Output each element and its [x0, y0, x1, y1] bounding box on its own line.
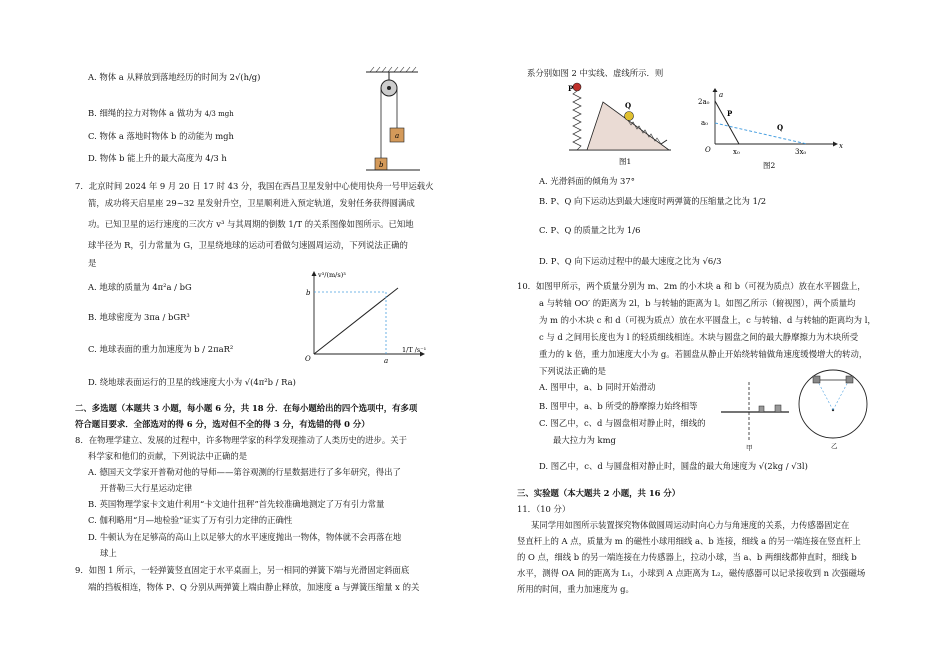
fig2-caption: 图2 [763, 161, 776, 170]
q10-line-3: 为 m 的小木块 c 和 d（可视为质点）放在水平圆盘上，c 与转轴、d 与转轴的距离均为 l， [539, 315, 876, 325]
fig2-2a0: 2a₀ [698, 98, 710, 106]
q7-origin-label: O [305, 355, 311, 363]
formula: 4/3 h [205, 153, 227, 163]
q7-option-a: A. 地球的质量为 4π²a / bG [88, 282, 192, 292]
q8-line-1: 8．在物理学建立、发展的过程中，许多物理学家的科学发现推动了人类历史的进步。关于 [75, 435, 407, 445]
q8-option-b: B. 英国物理学家卡文迪什利用“卡文迪什扭秤”首先较准确地测定了万有引力常量 [88, 499, 385, 509]
formula: √6/3 [702, 256, 722, 266]
formula: 1/2 [752, 196, 767, 206]
q11-line-2: 竖直杆上的 A 点，质量为 m 的磁性小球用细线 a、b 连接，细线 a 的另一端连接在竖直杆上 [517, 536, 861, 546]
q10-figure-jia [719, 380, 793, 452]
q10-option-a: A. 图甲中，a、b 同时开始滑动 [539, 382, 656, 392]
fig2-a0: a₀ [701, 119, 708, 127]
q9-figure-2 [697, 88, 847, 172]
q9-option-d: D. P、Q 向下运动过程中的最大速度之比为 √6/3 [539, 256, 722, 266]
q11-line-4: 水平，测得 OA 间的距离为 L₁，小球到 A 点距离为 L₂，磁传感器可以记录接收到 n 次强磁场 [517, 568, 866, 578]
q7-y-label: v³/(m/s)³ [318, 271, 346, 279]
q6-option-a: A. 物体 a 从释放到落地经历的时间为 2√(h/g) [88, 72, 261, 82]
q7-line-5: 是 [88, 258, 97, 268]
fig2-p-label: P [727, 109, 733, 118]
fig1-p-label: P [568, 84, 574, 93]
q10-option-c: C. 图乙中，c、d 与圆盘相对静止时，细线的 [539, 418, 706, 428]
q6-option-c: C. 物体 a 落地时物体 b 的动能为 mgh [88, 131, 234, 141]
q6-option-b: B. 细绳的拉力对物体 a 做功为 4/3 mgh [88, 108, 234, 118]
q9-line-2: 端的挡板相连，物体 P、Q 分别从两弹簧上端由静止释放，加速度 a 与弹簧压缩量 x 的关 [88, 582, 420, 592]
block-b-label: b [379, 161, 384, 169]
fig2-x: x [839, 142, 843, 150]
section2-line-1: 二、多选题（本题共 3 小题，每小题 6 分，共 18 分．在每小题给出的四个选项中，有多项 [75, 403, 418, 413]
q7-line-3: 功。已知卫星的运行速度的三次方 v³ 与其周期的倒数 1/T 的关系图像如图所示。已知地 [88, 219, 414, 229]
q10-option-c-cont: 最大拉力为 kmg [553, 435, 616, 445]
q9-option-c: C. P、Q 的质量之比为 1/6 [539, 225, 641, 235]
formula: 1/6 [626, 225, 641, 235]
q8-option-d: D. 牛顿认为在足够高的高山上以足够大的水平速度抛出一物体，物体就不会再落在地 [88, 532, 402, 542]
fig-yi-caption: 乙 [831, 442, 838, 450]
q7-x-label: 1/T /s⁻¹ [402, 346, 427, 354]
q10-line-5: 重力的 k 倍，重力加速度大小为 g。若圆盘从静止开始绕转轴做角速度缓慢增大的转动， [539, 349, 868, 359]
section2-line-2: 符合题目要求．全部选对的得 6 分，选对但不全的得 3 分，有选错的得 0 分） [75, 419, 370, 429]
q10-line-6: 下列说法正确的是 [539, 366, 606, 376]
q8-option-d-cont: 球上 [100, 548, 117, 558]
q10-line-4: c 与 d 之间用长度也为 l 的轻质细线相连。木块与圆盘之间的最大静摩擦力为木块所受 [539, 332, 859, 342]
fig2-x0: x₀ [733, 148, 740, 156]
pulley-figure [362, 66, 422, 176]
fig1-q-label: Q [625, 101, 632, 110]
q7-line-4: 球半径为 R，引力常量为 G，卫星绕地球的运动可看做匀速圆周运动，下列说法正确的 [88, 240, 408, 250]
fig2-q-label: Q [777, 123, 784, 132]
q9-option-b: B. P、Q 向下运动达到最大速度时两弹簧的压缩量之比为 1/2 [539, 196, 767, 206]
q8-option-c: C. 伽利略用“月—地检验”证实了万有引力定律的正确性 [88, 515, 293, 525]
q7-option-b: B. 地球密度为 3πa / bGR³ [88, 312, 190, 322]
q11-line-5: 所用的时间，重力加速度为 g。 [517, 584, 634, 594]
q9-line-1: 9．如图 1 所示，一轻弹簧竖直固定于水平桌面上，另一相同的弹簧下端与光滑固定斜面底 [75, 565, 410, 575]
q10-figure-yi [795, 366, 875, 450]
block-a-label: a [395, 132, 400, 140]
section3-heading: 三、实验题（本大题共 2 小题，共 16 分） [517, 488, 681, 498]
q10-option-b: B. 图甲中，a、b 所受的静摩擦力始终相等 [539, 401, 698, 411]
fig2-origin: O [705, 146, 711, 154]
q9-figure-1 [567, 80, 675, 172]
q9-option-a: A. 光滑斜面的倾角为 37° [539, 176, 635, 186]
q11-line-3: 的 O 点，细线 b 的另一端连接在力传感器上，拉动小球，当 a、b 两细线都伸直时，细线 b [517, 552, 857, 562]
formula: √(4π²b / Ra) [244, 377, 296, 387]
q9-continued: 系分别如图 2 中实线、虚线所示．则 [527, 68, 664, 78]
q8-line-2: 科学家和他们的贡献，下列说法中正确的是 [88, 451, 248, 461]
q7-graph [302, 268, 432, 364]
formula: 4π²a / bG [152, 282, 192, 292]
q11-line-1: 某同学用如图所示装置探究物体做圆周运动时向心力与角速度的关系，力传感器固定在 [531, 520, 850, 530]
q11-head: 11．（10 分） [517, 504, 571, 514]
q7-option-c: C. 地球表面的重力加速度为 b / 2πaR² [88, 344, 234, 354]
fig2-3x0: 3x₀ [795, 148, 807, 156]
q10-line-1: 10．如图甲所示，两个质量分别为 m、2m 的小木块 a 和 b（可视为质点）放在水平圆盘上， [517, 281, 866, 291]
q8-option-a: A. 德国天文学家开普勒对他的导师——第谷观测的行星数据进行了多年研究，得出了 [88, 467, 401, 477]
fig1-caption: 图1 [619, 157, 632, 166]
q10-line-2: a 与转轴 OO′ 的距离为 2l，b 与转轴的距离为 l。如图乙所示（俯视图），两个质量均 [539, 298, 856, 308]
q7-line-2: 箭，成功将天启星座 29~32 星发射升空，卫星顺利进入预定轨道，发射任务获得圆满成 [88, 198, 415, 208]
formula: 2√(h/g) [229, 72, 261, 82]
fig2-a-axis: a [719, 91, 724, 99]
q8-option-a-cont: 开普勒三大行星运动定律 [100, 483, 193, 493]
q7-option-d: D. 绕地球表面运行的卫星的线速度大小为 √(4π²b / Ra) [88, 377, 296, 387]
q10-option-d: D. 图乙中，c、d 与圆盘相对静止时，圆盘的最大角速度为 √(2kg / √3l) [539, 461, 808, 471]
fig-jia-caption: 甲 [746, 444, 753, 452]
q7-b-label: b [306, 289, 311, 297]
formula: 3πa / bGR³ [144, 312, 190, 322]
formula: 4/3 mgh [204, 110, 234, 118]
q7-line-1: 7．北京时间 2024 年 9 月 20 日 17 时 43 分，我国在西昌卫星发射中心使用快舟一号甲运载火 [75, 181, 434, 191]
q7-a-label: a [384, 357, 389, 364]
q6-option-d: D. 物体 b 能上升的最大高度为 4/3 h [88, 153, 227, 163]
formula: b / 2πaR² [194, 344, 234, 354]
